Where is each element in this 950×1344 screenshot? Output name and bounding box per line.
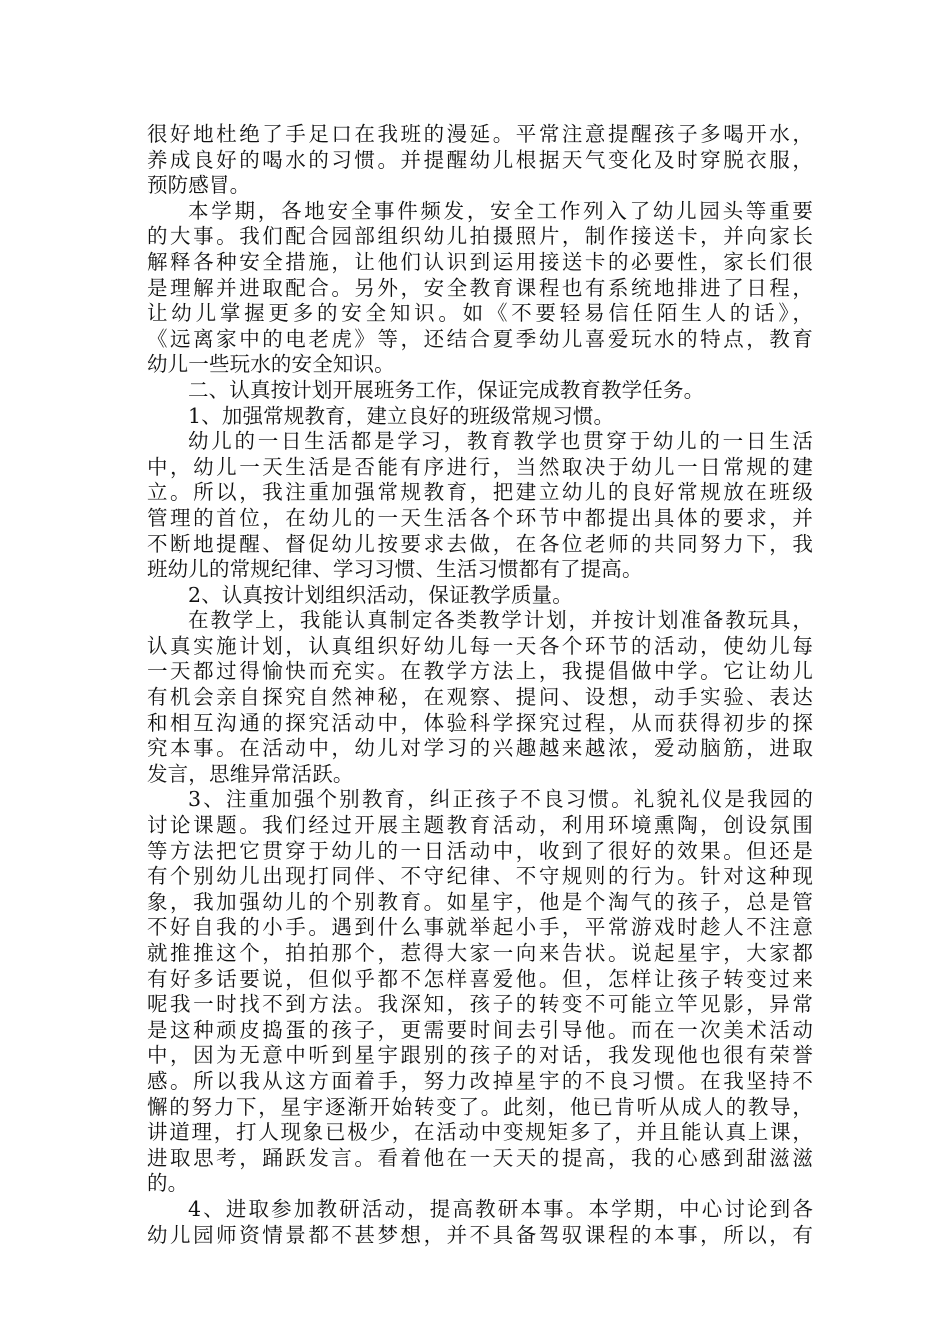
text-line: 《远离家中的电老虎》等，还结合夏季幼儿喜爱玩水的特点，教育	[147, 326, 813, 351]
text-line: 和相互沟通的探究活动中，体验科学探究过程，从而获得初步的探	[147, 710, 813, 735]
text-line: 感。所以我从这方面着手，努力改掉星宇的不良习惯。在我坚持不	[147, 1068, 813, 1093]
text-line: 有个别幼儿出现打同伴、不守纪律、不守规则的行为。针对这种现	[147, 864, 813, 889]
text-line: 中，因为无意中听到星宇跟别的孩子的对话，我发现他也很有荣誉	[147, 1043, 813, 1068]
text-line: 讨论课题。我们经过开展主题教育活动，利用环境熏陶，创设氛围	[147, 813, 813, 838]
text-line: 进取思考，踊跃发言。看着他在一天天的提高，我的心感到甜滋滋	[147, 1145, 813, 1170]
text-line: 幼儿一些玩水的安全知识。	[147, 352, 395, 377]
text-line: 班幼儿的常规纪律、学习习惯、生活习惯都有了提高。	[147, 557, 643, 582]
text-line: 等方法把它贯穿于幼儿的一日活动中，收到了很好的效果。但还是	[147, 838, 813, 863]
text-line: 就推推这个，拍拍那个，惹得大家一向来告状。说起星宇，大家都	[147, 941, 813, 965]
text-line: 不断地提醒、督促幼儿按要求去做，在各位老师的共同努力下，我	[147, 531, 813, 556]
text-line: 幼儿园师资情景都不甚梦想，并不具备驾驭课程的本事，所以，有	[147, 1222, 813, 1247]
text-line: 中，幼儿一天生活是否能有序进行，当然取决于幼儿一日常规的建	[147, 454, 813, 479]
text-line: 管理的首位，在幼儿的一天生活各个环节中都提出具体的要求，并	[147, 505, 813, 530]
text-line: 二、认真按计划开展班务工作，保证完成教育教学任务。	[188, 377, 705, 402]
text-line: 究本事。在活动中，幼儿对学习的兴趣越来越浓，爱动脑筋，进取	[147, 736, 813, 761]
text-line: 一天都过得愉快而充实。在教学方法上，我提倡做中学。它让幼儿	[147, 659, 813, 684]
text-line: 让幼儿掌握更多的安全知识。如《不要轻易信任陌生人的话》，	[147, 301, 813, 326]
text-line: 讲道理，打人现象已极少，在活动中变规矩多了，并且能认真上课，	[147, 1120, 813, 1145]
text-line: 有机会亲自探究自然神秘，在观察、提问、设想，动手实验、表达	[147, 685, 813, 710]
text-line: 1、加强常规教育，建立良好的班级常规习惯。	[188, 403, 615, 428]
text-line: 懈的努力下，星宇逐渐开始转变了。此刻，他已肯听从成人的教导，	[147, 1094, 813, 1119]
text-line: 在教学上，我能认真制定各类教学计划，并按计划准备教玩具，	[188, 608, 813, 633]
text-line: 预防感冒。	[147, 173, 251, 198]
body-text	[147, 122, 813, 1248]
text-line: 的。	[147, 1171, 189, 1196]
text-line: 幼儿的一日生活都是学习，教育教学也贯穿于幼儿的一日生活	[188, 429, 813, 454]
text-line: 发言，思维异常活跃。	[147, 761, 354, 786]
text-line: 的大事。我们配合园部组织幼儿拍摄照片，制作接送卡，并向家长	[147, 224, 813, 249]
text-line: 是这种顽皮捣蛋的孩子，更需要时间去引导他。而在一次美术活动	[147, 1017, 813, 1042]
text-line: 4、进取参加教研活动，提高教研本事。本学期，中心讨论到各	[188, 1196, 813, 1221]
text-line: 很好地杜绝了手足口在我班的漫延。平常注意提醒孩子多喝开水，	[147, 122, 813, 146]
text-line: 象，我加强幼儿的个别教育。如星宇，他是个淘气的孩子，总是管	[147, 889, 813, 914]
text-line: 立。所以，我注重加强常规教育，把建立幼儿的良好常规放在班级	[147, 480, 813, 505]
text-line: 不好自我的小手。遇到什么事就举起小手，平常游戏时趁人不注意	[147, 915, 813, 940]
text-line: 2、认真按计划组织活动，保证教学质量。	[188, 582, 573, 607]
text-line: 是理解并进取配合。另外，安全教育课程也有系统地排进了日程，	[147, 275, 813, 300]
text-line: 3、注重加强个别教育，纠正孩子不良习惯。礼貌礼仪是我园的	[188, 787, 813, 812]
text-line: 养成良好的喝水的习惯。并提醒幼儿根据天气变化及时穿脱衣服，	[147, 147, 813, 172]
text-line: 本学期，各地安全事件频发，安全工作列入了幼儿园头等重要	[188, 198, 813, 223]
text-line: 呢我一时找不到方法。我深知，孩子的转变不可能立竿见影，异常	[147, 992, 813, 1017]
text-line: 解释各种安全措施，让他们认识到运用接送卡的必要性，家长们很	[147, 249, 813, 274]
text-line: 有好多话要说，但似乎都不怎样喜爱他。但，怎样让孩子转变过来	[147, 966, 813, 991]
text-line: 认真实施计划，认真组织好幼儿每一天各个环节的活动，使幼儿每	[147, 633, 813, 658]
